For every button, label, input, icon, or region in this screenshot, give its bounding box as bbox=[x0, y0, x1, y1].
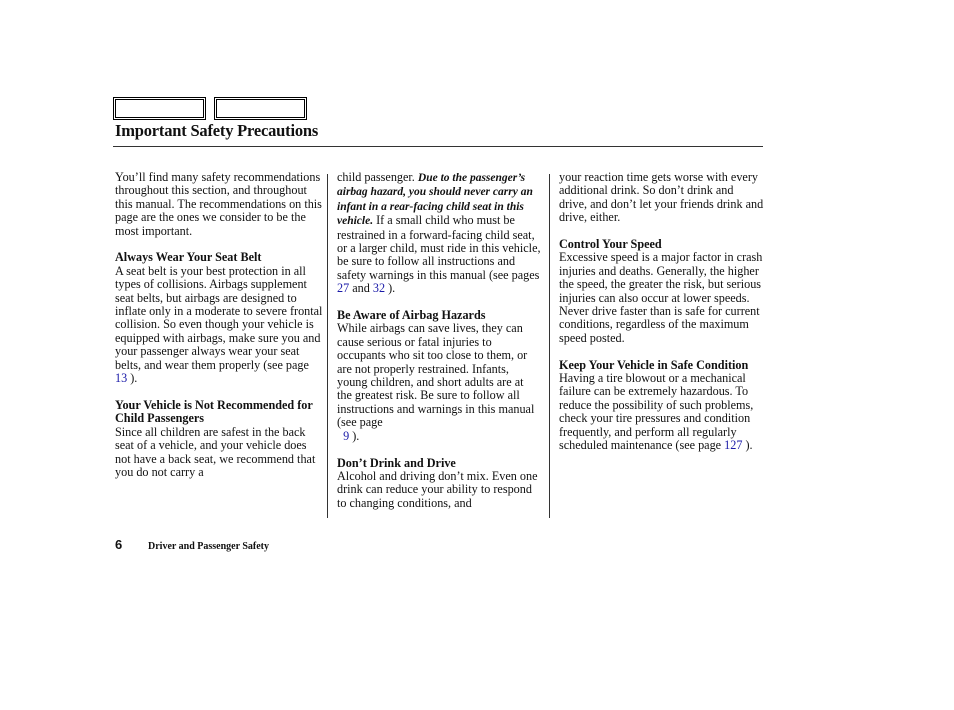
condition-paragraph bbox=[559, 372, 764, 452]
seat-belt-text: A seat belt is your best protection in all types of collisions. Airbags supplement seat belts, but airbags are designed to inflate only in a moderate to severe frontal collision. So even though your vehicle is equipped with airbags, make sure you and your passenger always wear your seat belts, and wear them properly (see page bbox=[115, 263, 323, 372]
title-divider bbox=[113, 146, 763, 147]
heading-airbag-hazards: Be Aware of Airbag Hazards bbox=[337, 308, 486, 323]
drink-paragraph-continued: your reaction time gets worse with every additional drink. So don’t drink and drive, and don’t let your friends drink and drive, either. bbox=[559, 170, 764, 225]
nav-button-next[interactable] bbox=[214, 97, 307, 120]
heading-safe-condition: Keep Your Vehicle in Safe Condition bbox=[559, 357, 749, 372]
page-link-32[interactable]: 32 bbox=[372, 281, 386, 296]
and-word: and bbox=[352, 281, 370, 296]
seat-belt-end: ). bbox=[130, 371, 138, 386]
airbag-text: While airbags can save lives, they can cause serious or fatal injuries to occupants who sit too close to them, or are not properly restrained. Infants, young children, and short adults are at the greatest risk. Be sure to follow all instructions and warnings in this manual (see page bbox=[337, 321, 535, 430]
column-divider-2 bbox=[549, 174, 550, 518]
speed-paragraph: Excessive speed is a major factor in crash injuries and deaths. Generally, the higher the speed, the greater the risk, but serious injuries can also occur at lower speeds. Never drive faster than is safe for current conditions, regardless of the maximum speed posted. bbox=[559, 250, 763, 345]
child-paragraph-continued bbox=[337, 171, 541, 296]
child-continued-text: child passenger. bbox=[337, 170, 415, 184]
condition-end: ). bbox=[745, 438, 753, 453]
heading-child-passengers: Your Vehicle is Not Recommended for Child Passengers bbox=[115, 397, 313, 426]
page-title: Important Safety Precautions bbox=[115, 121, 319, 140]
page-link-9[interactable]: 9 bbox=[343, 428, 350, 443]
heading-seat-belt: Always Wear Your Seat Belt bbox=[115, 250, 262, 265]
page-number: 6 bbox=[115, 537, 123, 552]
column-divider-1 bbox=[327, 174, 328, 518]
section-footer: Driver and Passenger Safety bbox=[148, 541, 270, 552]
child-end: ). bbox=[388, 281, 396, 296]
child-paragraph: Since all children are safest in the back seat of a vehicle, and your vehicle does not have a back seat, we recommend that you do not carry a bbox=[115, 424, 316, 479]
infant-warning: Due to the passenger’s airbag hazard, you should never carry an infant in a rear-facing child seat in this vehicle. bbox=[337, 172, 533, 228]
heading-control-speed: Control Your Speed bbox=[559, 237, 662, 252]
child-text-2: If a small child who must be restrained in a forward-facing child seat, or a larger child, must ride in this vehicle, be sure to follow all instructions and safety warnings in this manual (see pages bbox=[337, 213, 541, 282]
column-1 bbox=[115, 171, 323, 493]
intro-paragraph: You’ll find many safety recommendations throughout this section, and throughout this manual. The recommendations on this page are the ones we consider to be the most important. bbox=[115, 170, 322, 238]
condition-text: Having a tire blowout or a mechanical failure can be extremely hazardous. To reduce the possibility of such problems, check your tire pressures and condition frequently, and perform all regularly scheduled maintenance (see page bbox=[559, 371, 754, 453]
nav-button-previous[interactable] bbox=[113, 97, 206, 120]
page-link-27[interactable]: 27 bbox=[337, 281, 350, 296]
column-2 bbox=[337, 171, 541, 524]
page-link-13[interactable]: 13 bbox=[115, 371, 128, 386]
airbag-paragraph bbox=[337, 322, 541, 443]
airbag-end: ). bbox=[352, 428, 360, 443]
column-3 bbox=[559, 171, 764, 466]
seat-belt-paragraph bbox=[115, 265, 323, 386]
drink-paragraph: Alcohol and driving don’t mix. Even one drink can reduce your ability to respond to changing conditions, and bbox=[337, 468, 538, 510]
page-link-127[interactable]: 127 bbox=[724, 438, 743, 453]
heading-drink-drive: Don’t Drink and Drive bbox=[337, 455, 456, 470]
